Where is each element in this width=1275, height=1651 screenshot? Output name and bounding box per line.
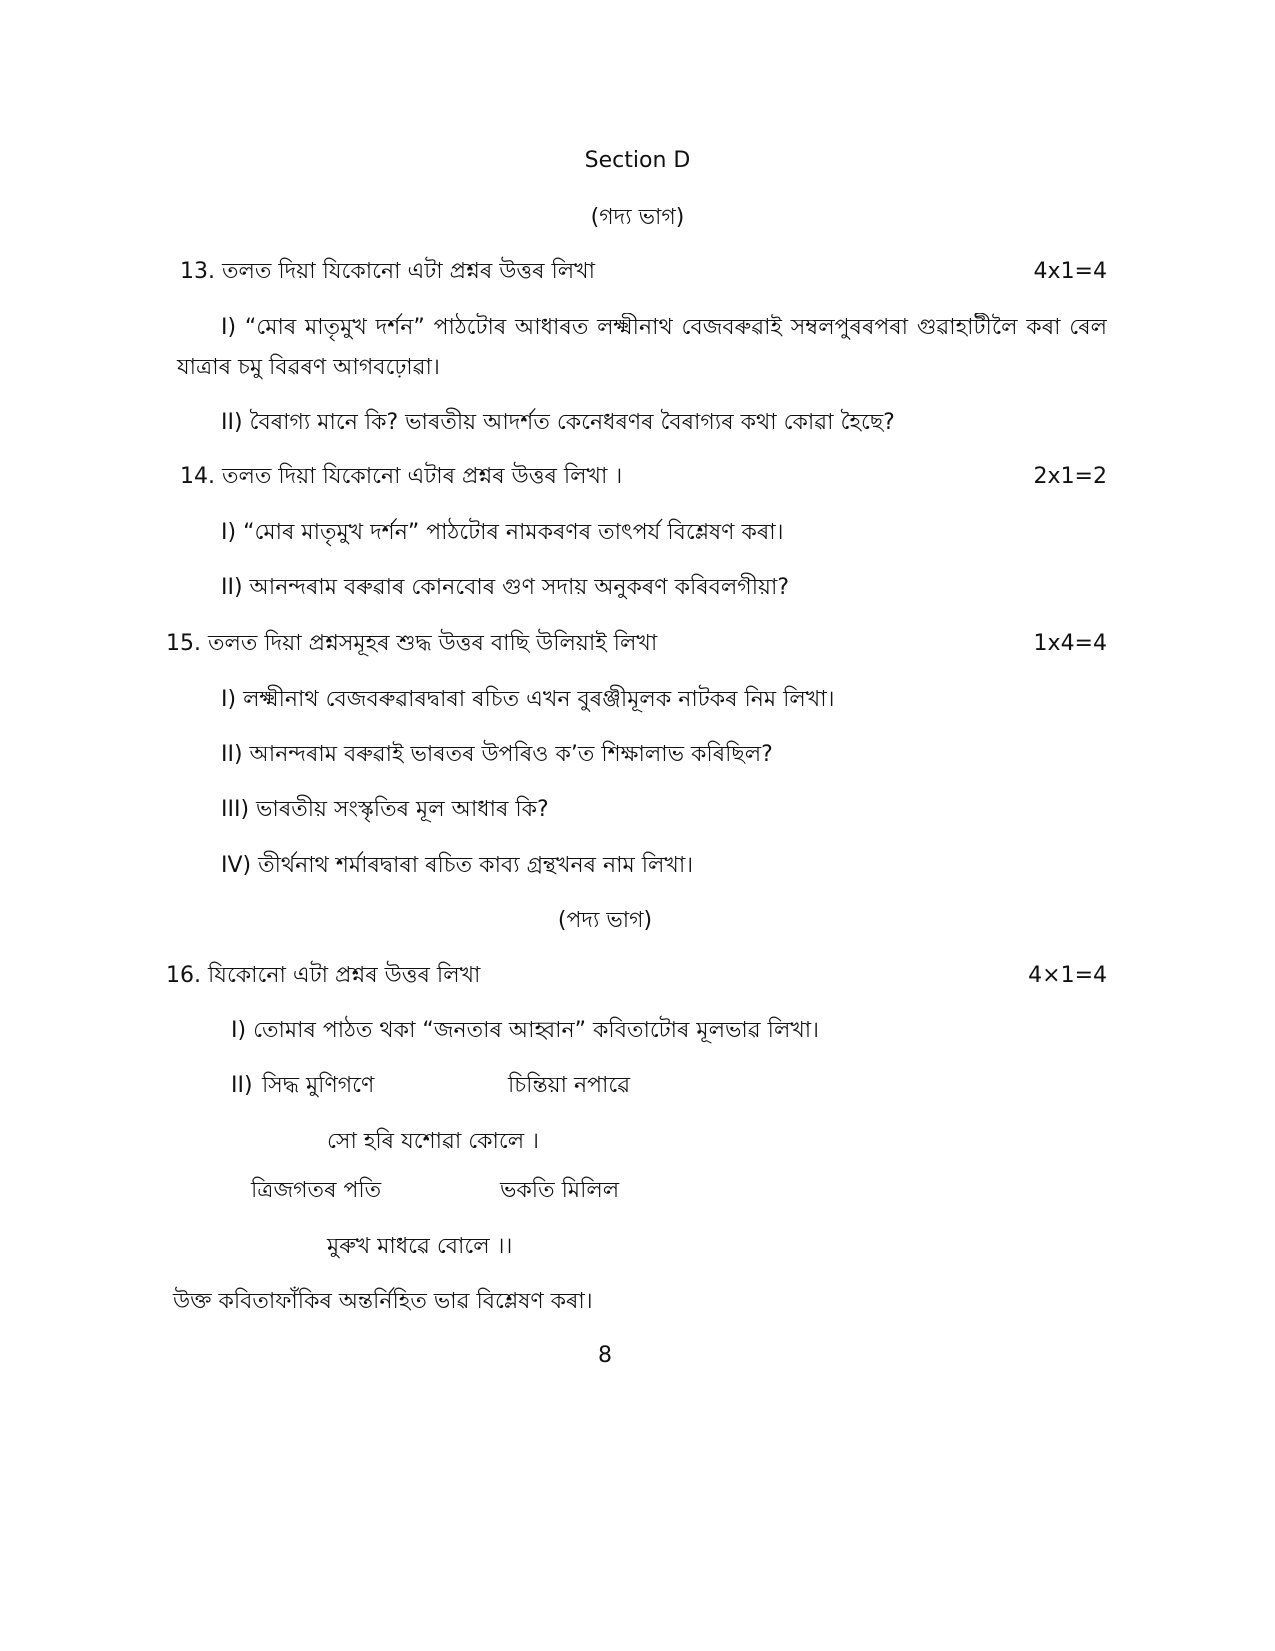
question-14-item-2: II) আনন্দৰাম বৰুৱাৰ কোনবোৰ গুণ সদায় অনুকৰণ কৰিবলগীয়া? — [221, 575, 790, 600]
question-13-item-1-cont: যাত্ৰাৰ চমু বিৱৰণ আগবঢ়োৱা। — [177, 355, 440, 380]
question-15-item-2: II) আনন্দৰাম বৰুৱাই ভাৰতৰ উপৰিও ক’ত শিক্ষালাভ কৰিছিল? — [221, 742, 773, 767]
question-14-item-1: I) “মোৰ মাতৃমুখ দৰ্শন” পাঠটোৰ নামকৰণৰ তাৎপৰ্য বিশ্লেষণ কৰা। — [221, 520, 784, 545]
verse-line-3a: ত্ৰিজগতৰ পতি — [251, 1178, 382, 1203]
question-15-item-3: III) ভাৰতীয় সংস্কৃতিৰ মূল আধাৰ কি? — [221, 797, 549, 822]
verse-line-3b: ভকতি মিলিল — [500, 1178, 620, 1203]
question-16-marks: 4×1=4 — [1028, 963, 1107, 988]
question-15-item-1: I) লক্ষ্মীনাথ বেজবৰুৱাৰদ্বাৰা ৰচিত এখন বুৰঞ্জীমূলক নাটকৰ নিম লিখা। — [221, 687, 835, 712]
question-16-closing: উক্ত কবিতাফাঁকিৰ অন্তৰ্নিহিত ভাৱ বিশ্লেষণ কৰা। — [173, 1289, 593, 1314]
question-16-item-1: I) তোমাৰ পাঠত থকা “জনতাৰ আহ্বান” কবিতাটোৰ মূলভাৱ লিখা। — [231, 1018, 820, 1043]
question-14: 14. তলত দিয়া যিকোনো এটাৰ প্ৰশ্নৰ উত্তৰ লিখা । — [180, 464, 623, 489]
question-13-item-1: I) “মোৰ মাতৃমুখ দৰ্শন” পাঠটোৰ আধাৰত লক্ষ্মীনাথ বেজবৰুৱাই সম্বলপুৰৰপৰা গুৱাহাটীলৈ কৰা ৰেল — [221, 315, 1107, 340]
prose-part-heading: (গদ্য ভাগ) — [590, 205, 685, 230]
page-number: 8 — [598, 1343, 612, 1368]
question-15-item-4: IV) তীৰ্থনাথ শৰ্মাৰদ্বাৰা ৰচিত কাব্য গ্ৰন্থখনৰ নাম লিখা। — [221, 853, 694, 878]
question-15: 15. তলত দিয়া প্ৰশ্নসমূহৰ শুদ্ধ উত্তৰ বাছি উলিয়াই লিখা — [166, 631, 658, 656]
section-title: Section D — [584, 148, 691, 173]
question-13-marks: 4x1=4 — [1033, 259, 1107, 284]
poetry-part-heading: (পদ্য ভাগ) — [557, 908, 653, 933]
verse-line-2: সো হৰি যশোৱা কোলে । — [327, 1129, 540, 1154]
question-16-item-2-label: II) — [231, 1073, 253, 1098]
question-13-item-2: II) বৈৰাগ্য মানে কি? ভাৰতীয় আদৰ্শত কেনেধৰণৰ বৈৰাগ্যৰ কথা কোৱা হৈছে? — [221, 410, 895, 435]
question-16: 16. যিকোনো এটা প্ৰশ্নৰ উত্তৰ লিখা — [166, 963, 481, 988]
verse-line-1a: সিদ্ধ মুণিগণে — [262, 1073, 375, 1098]
verse-line-4: মুৰুখ মাধৱে বোলে ।। — [327, 1234, 513, 1259]
question-15-marks: 1x4=4 — [1033, 631, 1107, 656]
verse-line-1b: চিন্তিয়া নপাৱে — [508, 1073, 631, 1098]
question-14-marks: 2x1=2 — [1033, 464, 1107, 489]
question-13: 13. তলত দিয়া যিকোনো এটা প্ৰশ্নৰ উত্তৰ লিখা — [180, 259, 595, 284]
